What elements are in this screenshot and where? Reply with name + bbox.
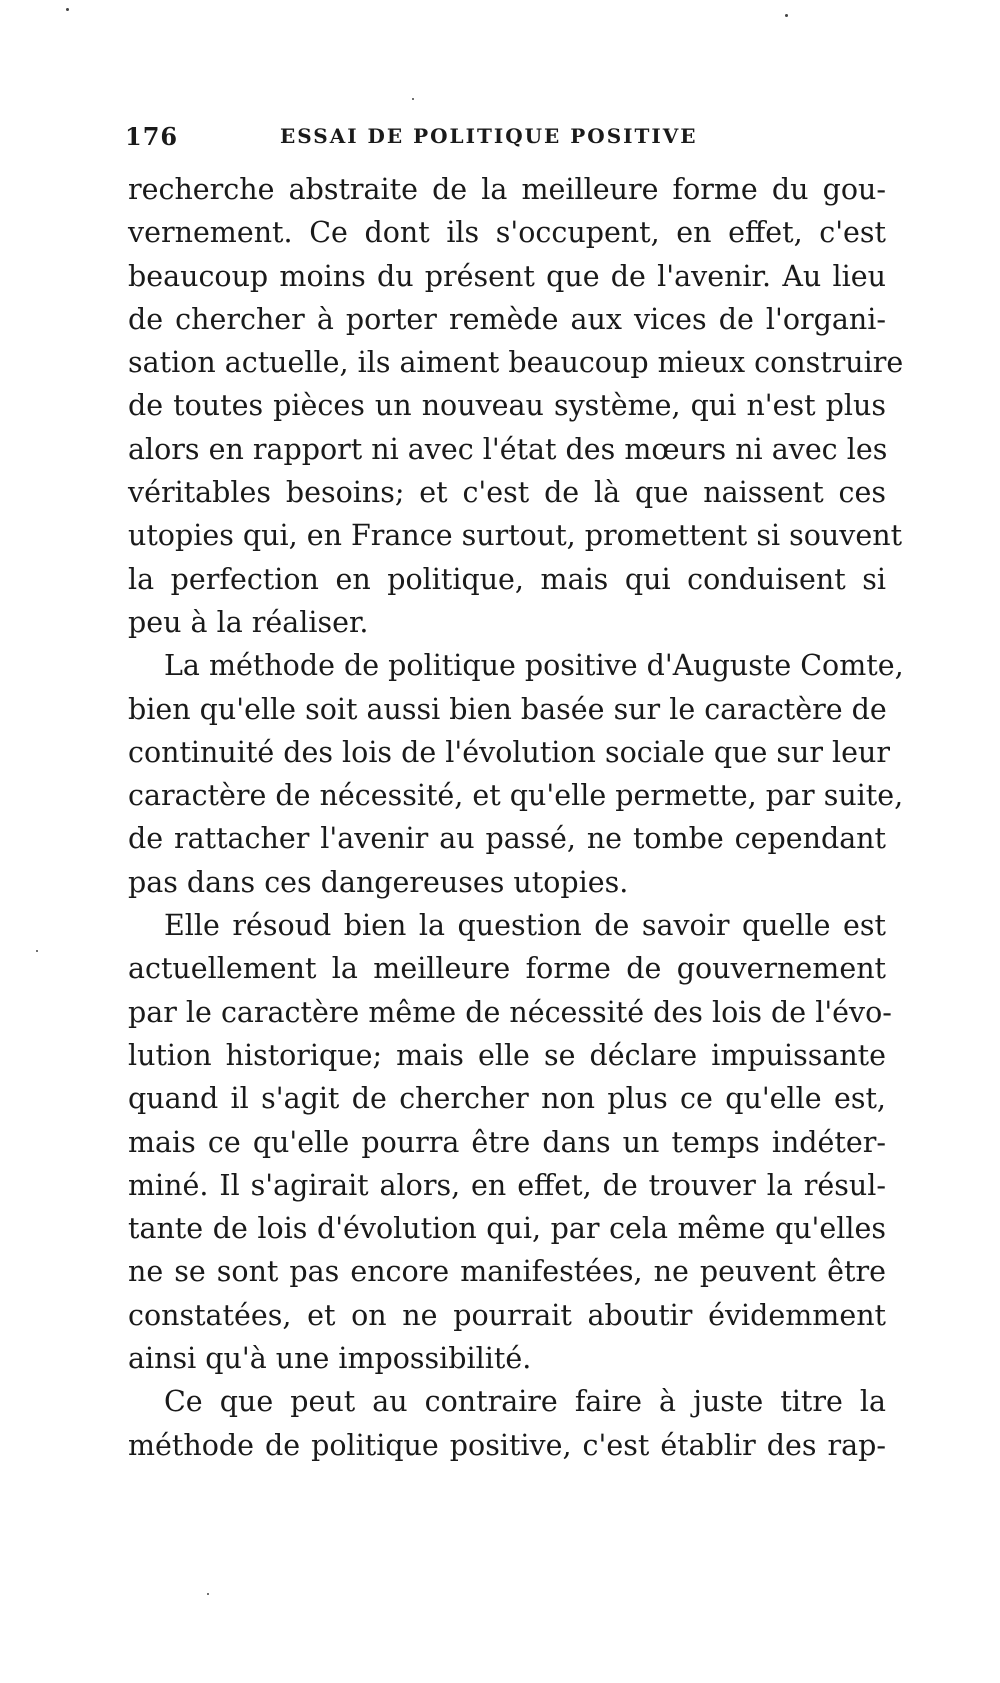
scan-speck [66, 8, 69, 11]
scan-speck [412, 98, 414, 100]
text-line: actuellement la meilleure forme de gouvernement [128, 952, 886, 986]
body-text [128, 168, 904, 1467]
text-line: de toutes pièces un nouveau système, qui n'est plus [128, 389, 886, 423]
text-line: ainsi qu'à une impossibilité. [128, 1342, 532, 1376]
scan-speck [207, 1593, 209, 1595]
text-line: La méthode de politique positive d'Auguste Comte, [164, 649, 904, 683]
text-line: utopies qui, en France surtout, promettent si souvent [128, 519, 903, 553]
text-line: de rattacher l'avenir au passé, ne tombe cependant [128, 822, 886, 856]
text-line: beaucoup moins du présent que de l'avenir. Au lieu [128, 259, 886, 293]
text-line: miné. Il s'agirait alors, en effet, de trouver la résul- [128, 1168, 886, 1202]
text-line: constatées, et on ne pourrait aboutir évidemment [128, 1298, 886, 1332]
text-line: alors en rapport ni avec l'état des mœurs ni avec les [128, 432, 888, 466]
text-line: vernement. Ce dont ils s'occupent, en effet, c'est [128, 216, 886, 250]
scan-speck [36, 950, 38, 952]
text-line: continuité des lois de l'évolution sociale que sur leur [128, 735, 891, 769]
text-line: ne se sont pas encore manifestées, ne peuvent être [128, 1255, 886, 1289]
text-line: véritables besoins; et c'est de là que naissent ces [128, 476, 886, 510]
text-line: caractère de nécessité, et qu'elle permette, par suite, [128, 779, 904, 813]
text-line: par le caractère même de nécessité des lois de l'évo- [128, 995, 892, 1029]
text-line: quand il s'agit de chercher non plus ce qu'elle est, [128, 1082, 886, 1116]
text-line: méthode de politique positive, c'est établir des rap- [128, 1428, 886, 1462]
text-line: peu à la réaliser. [128, 605, 369, 639]
text-line: la perfection en politique, mais qui conduisent si [128, 562, 886, 596]
text-line: mais ce qu'elle pourra être dans un temps indéter- [128, 1125, 886, 1159]
text-line: pas dans ces dangereuses utopies. [128, 865, 629, 899]
text-line: sation actuelle, ils aiment beaucoup mieux construire [128, 346, 904, 380]
text-line: tante de lois d'évolution qui, par cela même qu'elles [128, 1212, 886, 1246]
text-line: Ce que peut au contraire faire à juste titre la [164, 1385, 886, 1419]
text-line: Elle résoud bien la question de savoir quelle est [164, 909, 886, 943]
page-number: 176 [125, 122, 179, 151]
text-line: lution historique; mais elle se déclare impuissante [128, 1038, 886, 1072]
running-header [125, 122, 720, 156]
running-title: ESSAI DE POLITIQUE POSITIVE [280, 124, 698, 148]
text-line: de chercher à porter remède aux vices de l'organi- [128, 302, 886, 336]
scan-speck [785, 14, 788, 17]
text-line: bien qu'elle soit aussi bien basée sur le caractère de [128, 692, 887, 726]
text-line: recherche abstraite de la meilleure forme du gou- [128, 173, 886, 206]
